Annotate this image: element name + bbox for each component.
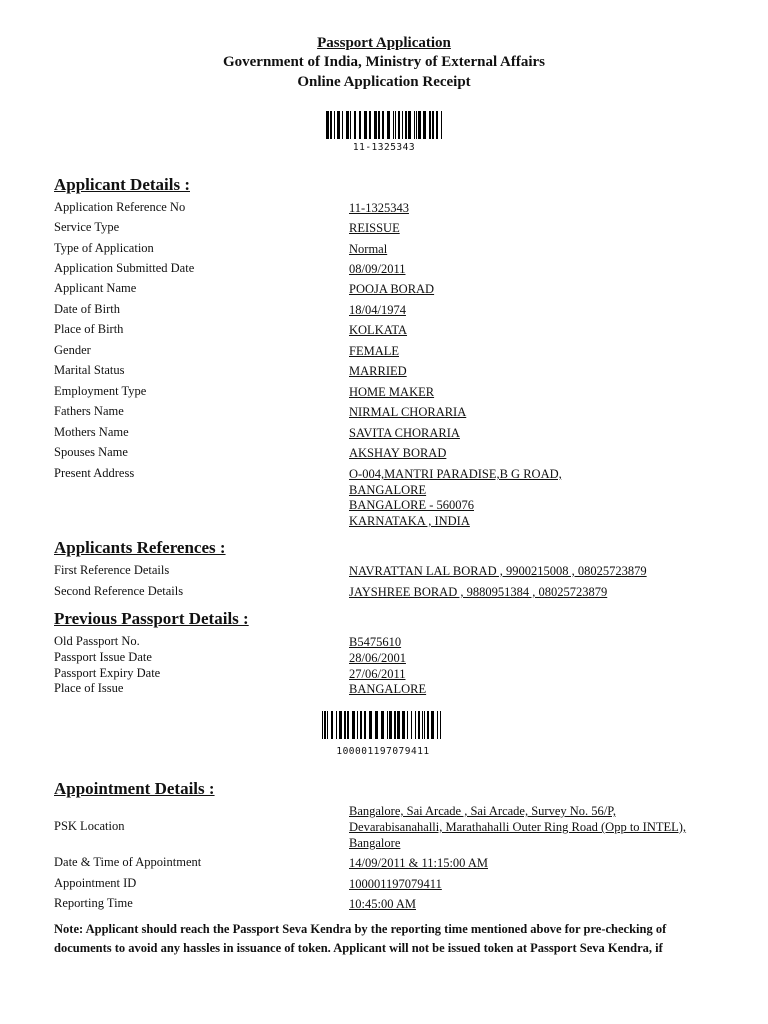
applicant-label: Application Reference No (54, 200, 186, 214)
applicant-value: FEMALE (349, 344, 399, 358)
reference-barcode-text: 11-1325343 (352, 142, 416, 153)
applicant-label: Applicant Name (54, 281, 137, 295)
applicant-label: Place of Birth (54, 322, 124, 336)
appointment-value: 14/09/2011 & 11:15:00 AM (349, 856, 489, 870)
psk-location-label: PSK Location (54, 819, 125, 833)
applicant-label: Service Type (54, 220, 120, 234)
appointment-barcode-text: 100001197079411 (336, 746, 430, 757)
reference-label: Second Reference Details (54, 584, 184, 598)
previous-passport-heading: Previous Passport Details : (54, 609, 249, 628)
reference-label: First Reference Details (54, 563, 170, 577)
reference-barcode (326, 111, 442, 139)
applicant-label: Gender (54, 343, 91, 357)
applicant-value: SAVITA CHORARIA (349, 426, 460, 440)
previous-passport-value: 28/06/2001 (349, 651, 406, 665)
note-line: documents to avoid any hassles in issuance of token. Applicant will not be issued token at Passport Seva Kendra, if (54, 941, 663, 955)
applicant-value: 08/09/2011 (349, 262, 406, 276)
receipt-line: Online Application Receipt (297, 74, 471, 90)
previous-passport-value: 27/06/2011 (349, 667, 406, 681)
previous-passport-label: Old Passport No. (54, 634, 140, 648)
applicant-label: Fathers Name (54, 404, 124, 418)
appointment-value: 10:45:00 AM (349, 897, 417, 911)
applicant-value: NIRMAL CHORARIA (349, 405, 467, 419)
applicant-label: Type of Application (54, 241, 154, 255)
applicant-label: Employment Type (54, 384, 147, 398)
document-title: Passport Application (317, 35, 451, 51)
psk-location-line: Bangalore (349, 836, 401, 850)
barcode-bar (441, 111, 442, 139)
previous-passport-value: B5475610 (349, 635, 402, 649)
applicant-label: Marital Status (54, 363, 125, 377)
appointment-heading: Appointment Details : (54, 779, 215, 798)
appointment-label: Reporting Time (54, 896, 133, 910)
applicant-value: AKSHAY BORAD (349, 446, 447, 460)
present-address-label: Present Address (54, 466, 135, 480)
applicant-label: Mothers Name (54, 425, 129, 439)
applicant-value: 18/04/1974 (349, 303, 406, 317)
barcode-gap (441, 711, 444, 739)
applicant-value: 11-1325343 (349, 201, 409, 215)
note-line: Note: Applicant should reach the Passport Seva Kendra by the reporting time mentioned above for pre-checking of (54, 922, 667, 936)
applicant-label: Application Submitted Date (54, 261, 195, 275)
present-address-line: KARNATAKA , INDIA (349, 514, 470, 528)
appointment-value: 100001197079411 (349, 877, 442, 891)
previous-passport-label: Place of Issue (54, 681, 124, 695)
applicant-value: REISSUE (349, 221, 400, 235)
references-heading: Applicants References : (54, 538, 226, 557)
applicant-label: Date of Birth (54, 302, 120, 316)
present-address-line: O-004,MANTRI PARADISE,B G ROAD, (349, 467, 562, 481)
psk-location-line: Bangalore, Sai Arcade , Sai Arcade, Survey No. 56/P, (349, 804, 616, 818)
reference-value: NAVRATTAN LAL BORAD , 9900215008 , 08025723879 (349, 564, 647, 578)
present-address-line: BANGALORE (349, 483, 427, 497)
applicant-details-heading: Applicant Details : (54, 175, 190, 194)
psk-location-line: Devarabisanahalli, Marathahalli Outer Ring Road (Opp to INTEL), (349, 820, 687, 834)
appointment-label: Date & Time of Appointment (54, 855, 202, 869)
previous-passport-value: BANGALORE (349, 682, 427, 696)
previous-passport-label: Passport Expiry Date (54, 666, 161, 680)
ministry-line: Government of India, Ministry of External Affairs (222, 54, 546, 70)
applicant-value: POOJA BORAD (349, 282, 435, 296)
applicant-value: MARRIED (349, 364, 407, 378)
previous-passport-label: Passport Issue Date (54, 650, 152, 664)
present-address-line: BANGALORE - 560076 (349, 498, 474, 512)
appointment-label: Appointment ID (54, 876, 137, 890)
applicant-value: HOME MAKER (349, 385, 435, 399)
applicant-value: KOLKATA (349, 323, 408, 337)
appointment-barcode (322, 711, 444, 739)
applicant-value: Normal (349, 242, 388, 256)
reference-value: JAYSHREE BORAD , 9880951384 , 08025723879 (349, 585, 608, 599)
applicant-label: Spouses Name (54, 445, 128, 459)
